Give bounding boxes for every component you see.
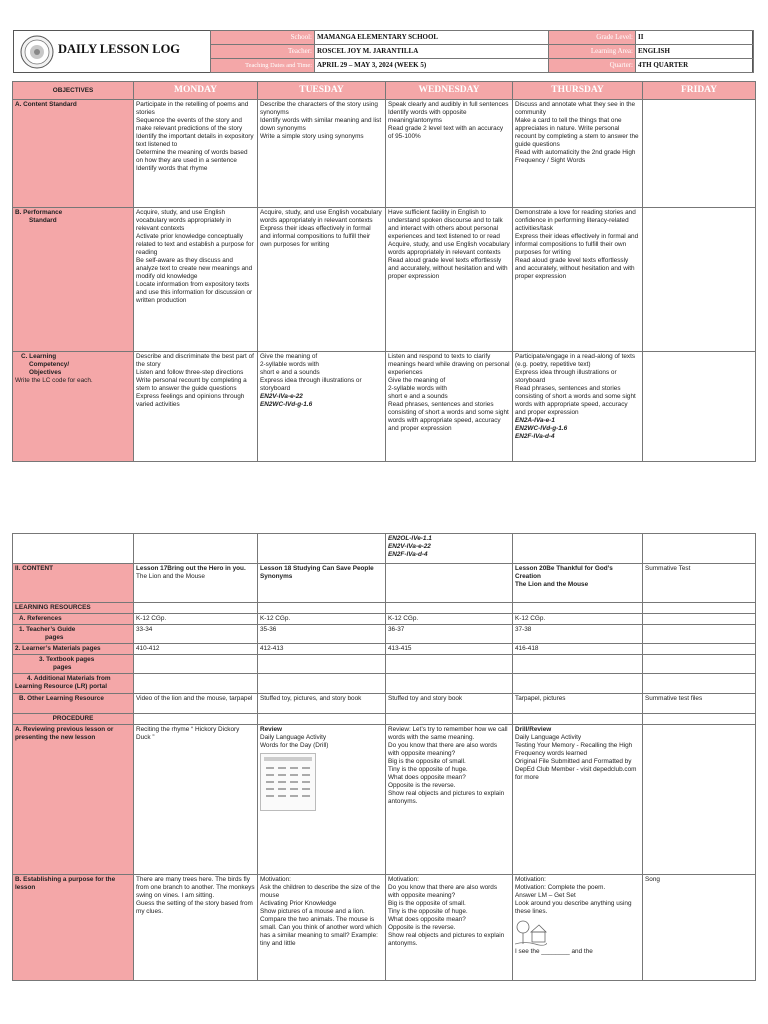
text-line: Reciting the rhyme “ Hickory Dickory Duck ” [136,726,240,741]
content-tue [258,564,386,603]
text-line: Listen and follow three-step directions [136,369,244,376]
quarter-label: Quarter: [549,59,636,73]
text-line: Ask the children to describe the size of the mouse [260,884,381,899]
text-line: Identify words with opposite meaning/antonyms [388,109,467,124]
lc-mon [134,352,258,462]
teacher-label: Teacher: [211,45,315,59]
label-line: Standard [29,217,57,224]
day-tuesday: TUESDAY [258,82,386,100]
label-line: B. Establishing a purpose for the lesson [15,876,116,891]
day-monday: MONDAY [134,82,258,100]
row-procedure [13,714,756,725]
or-tue: Stuffed toy, pictures, and story book [258,694,386,714]
label-performance-standard [13,208,134,352]
label-line: Learning Resource (LR) portal [15,683,107,690]
text-line: Review [260,726,283,733]
text-line: Identify words that rhyme [136,165,208,172]
text-line: Daily Language Activity [515,734,582,741]
objectives-table [12,81,756,462]
text-line: 2-syllable words with [260,361,319,368]
text-line: Express idea through illustrations or storyboard [260,377,362,392]
cs-tue [258,100,386,208]
text-line: Answer LM – Get Set [515,892,576,899]
label-line: pages [45,634,64,641]
dates-value: APRIL 29 – MAY 3, 2024 (WEEK 5) [315,59,549,73]
grade-label: Grade Level: [549,31,636,45]
text-line: Read aloud grade level texts effortlessly and accurately, without hesitation and with proper expression [388,257,508,280]
text-line: Express feelings and opinions through varied activities [136,393,245,408]
tg-mon: 33-34 [134,625,258,644]
text-line: Describe and discriminate the best part of the story [136,353,254,368]
text-line: Have sufficient facility in English to understand spoken discourse and to talk and interact with others about personal experiences and text listened to or read [388,209,503,240]
ps-mon [134,208,258,352]
text-line: Give the meaning of [388,377,446,384]
text-line: Read with automaticity the 2nd grade High Frequency / Sight Words [515,149,636,164]
row-textbook [13,655,756,674]
row-reviewing [13,725,756,875]
text-line: Show real objects and pictures to explain antonyms. [388,932,505,947]
text-line: Locate information from expository texts and use this information for discussion or written production [136,281,253,304]
text-line: Be self-aware as they discuss and analyze text to create new meanings and modify old knowledge [136,257,253,280]
rev-tue [258,725,386,875]
text-line: Tiny is the opposite of huge. [388,766,468,773]
text-line: Lesson 17Bring out the Hero in you. [136,565,246,572]
text-line: Song [645,876,660,883]
tg-tue: 35-36 [258,625,386,644]
text-line: Activating Prior Knowledge [260,900,337,907]
rev-fri [643,725,756,875]
text-line: Write personal recount by completing a stem to answer the guide questions [136,377,247,392]
label-content: II. CONTENT [13,564,134,603]
lm-mon: 410-412 [134,644,258,655]
text-line: Acquire, study, and use English vocabulary words appropriately in relevant contexts [260,209,382,224]
row-performance-standard [13,208,756,352]
text-line: Tiny is the opposite of huge. [388,908,468,915]
row-learners-materials [13,644,756,655]
cs-thu [513,100,643,208]
text-line: Participate/engage in a read-along of texts (e.g. poetry, repetitive text) [515,353,636,368]
label-teachers-guide [13,625,134,644]
text-line: Express their ideas effectively in formal and informal compositions to fulfill their own purposes for writing [515,233,639,256]
text-line: Acquire, study, and use English vocabulary words appropriately in relevant contexts [388,241,510,256]
label-line: Objectives [29,369,62,376]
label-content-standard: A. Content Standard [13,100,134,208]
cs-wed [386,100,513,208]
or-fri: Summative test files [643,694,756,714]
text-line: Write a simple story using synonyms [260,133,364,140]
lc-tue [258,352,386,462]
label-line: pages [53,664,72,671]
content-procedure-table [12,533,756,981]
or-mon: Video of the lion and the mouse, tarpapel [134,694,258,714]
text-line: Guess the setting of the story based from my clues. [136,900,253,915]
ref-wed: K-12 CGp. [386,614,513,625]
label-note: Write the LC code for each. [15,377,93,384]
pur-thu [513,875,643,981]
tg-thu: 37-38 [513,625,643,644]
text-line: Motivation: Complete the poem. [515,884,606,891]
text-line: Words for the Day (Drill) [260,742,329,749]
lc-code: EN2A-IVa-e-1 [515,417,555,424]
quarter-value: 4TH QUARTER [636,59,754,73]
label-learning-resources: LEARNING RESOURCES [13,603,134,614]
lm-tue: 412-413 [258,644,386,655]
farm-scene-image [515,918,547,948]
text-line: short e and a sounds [388,393,448,400]
teacher-value: ROSCEL JOY M. JARANTILLA [315,45,549,59]
text-line: Give the meaning of [260,353,318,360]
text-line: Speak clearly and audibly in full sentences [388,101,509,108]
text-line: Big is the opposite of small. [388,900,466,907]
or-thu: Tarpapel, pictures [513,694,643,714]
text-line: Sequence the events of the story and make relevant predictions of the story [136,117,243,132]
area-label: Learning Area: [549,45,636,59]
label-additional [13,674,134,694]
area-value: ENGLISH [636,45,754,59]
ref-thu: K-12 CGp. [513,614,643,625]
text-line: Identify words with similar meaning and list down synonyms [260,117,382,132]
text-line: 2-syllable words with [388,385,447,392]
lc-wed [386,352,513,462]
label-textbook [13,655,134,674]
day-wednesday: WEDNESDAY [386,82,513,100]
rev-thu [513,725,643,875]
row-codes-continued [13,534,756,564]
text-line: Participate in the retelling of poems and stories [136,101,249,116]
text-line: There are many trees here. The birds fly from one branch to another. The monkeys swing on vines. I am sitting. [136,876,255,899]
row-content-standard [13,100,756,208]
content-thu [513,564,643,603]
text-line: Do you know that there are also words with opposite meaning? [388,742,498,757]
lc-code: EN2F-IVa-d-4 [388,551,428,558]
header-info-table [210,30,754,73]
label-procedure: PROCEDURE [13,714,134,725]
row-references [13,614,756,625]
cs-mon [134,100,258,208]
tg-wed: 36-37 [386,625,513,644]
rev-wed [386,725,513,875]
text-line: Read phrases, sentences and stories consisting of short a words and some sight words with appropriate speed, accuracy and proper expression [515,385,636,416]
text-line: Lesson 20Be Thankful for God’s Creation [515,565,613,580]
dates-label: Teaching Dates and Time: [211,59,315,73]
row-learning-resources [13,603,756,614]
text-line: Summative Test [645,565,691,572]
text-line: What does opposite mean? [388,916,466,923]
pur-mon [134,875,258,981]
row-additional-materials [13,674,756,694]
text-line: Motivation: [260,876,291,883]
word-drill-worksheet-image [260,753,316,811]
wed-codes [386,534,513,564]
text-line: Read grade 2 level text with an accuracy of 95-100% [388,125,504,140]
lc-code: EN2WC-IVd-g-1.6 [260,401,313,408]
pur-tue [258,875,386,981]
label-reviewing: A. Reviewing previous lesson or presenting the new lesson [13,725,134,875]
text-line: Determine the meaning of words based on how they are used in a sentence [136,149,248,164]
lm-wed: 413-415 [386,644,513,655]
row-purpose [13,875,756,981]
text-line: Demonstrate a love for reading stories and confidence in performing literacy-related activities/task [515,209,636,232]
label-purpose [13,875,134,981]
objectives-header: OBJECTIVES [13,82,134,100]
text-line: The Lion and the Mouse [515,581,589,588]
lc-code: EN2OL-IVe-1.1 [388,535,432,542]
ps-tue [258,208,386,352]
text-line: Listen and respond to texts to clarify meanings heard while drawing on personal experiences [388,353,510,376]
text-line: Make a card to tell the things that one appreciates in nature. Write personal recount by completing a stem to answer the guide questions [515,117,639,148]
text-line: Show real objects and pictures to explain antonyms. [388,790,505,805]
text-line: Describe the characters of the story using synonyms [260,101,378,116]
page-title: DAILY LESSON LOG [58,42,181,56]
label-line: B. Performance [15,209,63,216]
text-line: I see the ________ and the [515,948,593,955]
lc-code: EN2WC-IVd-g-1.6 [515,425,568,432]
grade-value: II [636,31,754,45]
text-line: Activate prior knowledge conceptually related to text and establish a purpose for reading [136,233,254,256]
ref-tue: K-12 CGp. [258,614,386,625]
row-other-resources [13,694,756,714]
row-teachers-guide [13,625,756,644]
lc-thu [513,352,643,462]
school-value: MAMANGA ELEMENTARY SCHOOL [315,31,549,45]
label-line: 4. Additional Materials from [27,675,111,682]
text-line: Identify the important details in expository text listened to [136,133,254,148]
content-wed [386,564,513,603]
ps-fri [643,208,756,352]
row-content [13,564,756,603]
text-line: Show pictures of a mouse and a lion. Compare the two animals. The mouse is small. Can you think of another word which has a similar meaning to small? Example: tiny and little [260,908,382,947]
text-line: What does opposite mean? [388,774,466,781]
text-line: Lesson 18 Studying Can Save People [260,565,374,572]
label-references: A. References [13,614,134,625]
text-line: Look around you describe anything using these lines. [515,900,632,915]
text-line: Do you know that there are also words with opposite meaning? [388,884,498,899]
day-friday: FRIDAY [643,82,756,100]
row-competency [13,352,756,462]
text-line: Review: Let’s try to remember how we call words with the same meaning. [388,726,508,741]
or-wed: Stuffed toy and story book [386,694,513,714]
rev-mon [134,725,258,875]
text-line: Express their ideas effectively in formal and informal compositions to fulfill their own purposes for writing [260,225,371,248]
text-line: Read phrases, sentences and stories consisting of short a words and some sight words with appropriate speed, accuracy and proper expression [388,401,509,432]
label-line: Competency/ [29,361,70,368]
lc-code: EN2V-IVa-e-22 [388,543,431,550]
text-line: Express idea through illustrations or storyboard [515,369,617,384]
text-line: Synonyms [260,573,293,580]
text-line: Motivation: [388,876,419,883]
pur-wed [386,875,513,981]
lc-fri [643,352,756,462]
ps-thu [513,208,643,352]
label-other-resources: B. Other Learning Resource [13,694,134,714]
deped-seal-icon [20,35,54,69]
text-line: Big is the opposite of small. [388,758,466,765]
lc-code: EN2V-IVa-e-22 [260,393,303,400]
lc-code: EN2F-IVa-d-4 [515,433,555,440]
text-line: Testing Your Memory - Recalling the High Frequency words learned [515,742,633,757]
lm-thu: 416-418 [513,644,643,655]
cs-fri [643,100,756,208]
text-line: Discuss and annotate what they see in the community [515,101,636,116]
day-thursday: THURSDAY [513,82,643,100]
school-label: School: [211,31,315,45]
text-line: Opposite is the reverse. [388,782,456,789]
label-line: C. Learning [21,353,57,360]
text-line: Read aloud grade level texts effortlessly and accurately, without hesitation and with proper expression [515,257,635,280]
text-line: Original File Submitted and Formatted by DepEd Club Member - visit depedclub.com for more [515,758,637,781]
label-learners-materials: 2. Learner’s Materials pages [13,644,134,655]
label-line: 3. Textbook pages [39,656,95,663]
ref-mon: K-12 CGp. [134,614,258,625]
text-line: Drill/Review [515,726,552,733]
text-line: The Lion and the Mouse [136,573,205,580]
text-line: Opposite is the reverse. [388,924,456,931]
text-line: Motivation: [515,876,546,883]
label-line: 1. Teacher’s Guide [19,626,76,633]
content-fri [643,564,756,603]
text-line: short e and a sounds [260,369,320,376]
ps-wed [386,208,513,352]
label-competency [13,352,134,462]
text-line: Acquire, study, and use English vocabulary words appropriately in relevant contexts [136,209,232,232]
text-line: Daily Language Activity [260,734,327,741]
content-mon [134,564,258,603]
pur-fri [643,875,756,981]
